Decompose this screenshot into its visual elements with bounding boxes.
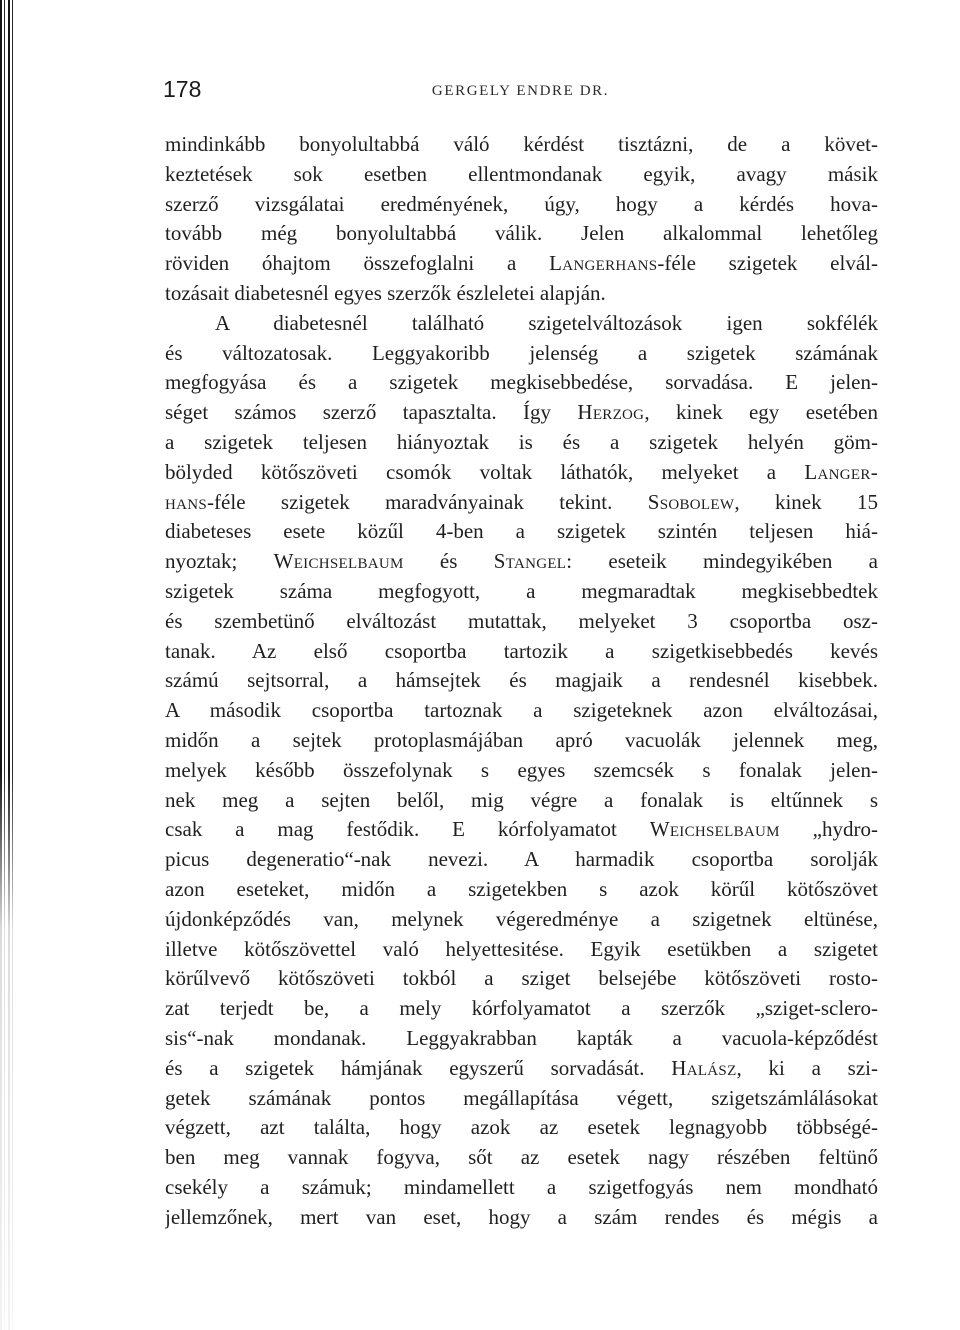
text-line [165, 756, 878, 786]
text-line [165, 547, 878, 577]
text-line [165, 845, 878, 875]
line-text: újdonképződés van, melynek végeredménye a szigetnek eltünése, [165, 906, 878, 931]
line-text: és a szigetek hámjának egyszerű sorvadását. [165, 1055, 672, 1080]
line-text: sis“-nak mondanak. Leggyakrabban kapták a vacuola-képződést [165, 1025, 878, 1050]
text-line [165, 875, 878, 905]
line-text: csak a mag festődik. E kórfolyamatot [165, 817, 650, 842]
paragraph [165, 130, 878, 309]
line-text: röviden óhajtom összefoglalni a [165, 251, 550, 276]
paragraph [165, 309, 878, 1233]
text-line [165, 339, 878, 369]
author-name: Langer- [804, 459, 878, 484]
line-text: zat terjedt be, a mely kórfolyamatot a szerzők „sziget-sclero- [165, 996, 878, 1021]
text-line [165, 964, 878, 994]
line-text: és szembetünő elváltozást mutattak, melyeket 3 csoportba osz- [165, 608, 878, 633]
line-text: azon eseteket, midőn a szigetekben s azok körűl kötőszövet [165, 876, 878, 901]
text-line [165, 1054, 878, 1084]
line-text: A diabetesnél található szigetelváltozások igen sokfélék [215, 310, 878, 335]
page-number: 178 [163, 76, 202, 102]
text-line [165, 1143, 878, 1173]
line-text: „hydro- [779, 817, 878, 842]
line-text: és [403, 549, 494, 574]
line-text: mindinkább bonyolultabbá váló kérdést tisztázni, de a követ- [165, 132, 878, 156]
line-text: tozásait diabetesnél egyes szerzők észleletei alapján. [165, 280, 606, 305]
line-text: midőn a sejtek protoplasmájában apró vacuolák jelennek meg, [165, 727, 878, 752]
text-line [165, 1173, 878, 1203]
line-text: számú sejtsorral, a hámsejtek és magjaik a rendesnél kisebbek. [165, 668, 878, 693]
line-text: , kinek 15 [734, 489, 878, 514]
line-text: diabeteses esete közűl 4-ben a szigetek szintén teljesen hiá- [165, 519, 878, 544]
text-line [165, 309, 878, 339]
line-text: , kinek egy esetében [644, 400, 878, 425]
author-name: Langerhans [549, 251, 658, 276]
line-text: ben meg vannak fogyva, sőt az esetek nagy részében feltünő [165, 1145, 878, 1170]
text-line [165, 1203, 878, 1233]
text-line [165, 428, 878, 458]
text-line [165, 488, 878, 518]
line-text: és változatosak. Leggyakoribb jelenség a szigetek számának [165, 340, 878, 365]
line-text: végzett, azt találta, hogy azok az esetek legnagyobb többségé- [165, 1115, 878, 1140]
line-text: , ki a szi- [736, 1055, 878, 1080]
text-line [165, 994, 878, 1024]
text-line [165, 1084, 878, 1114]
text-line [165, 279, 878, 309]
author-name: Ssobolew [647, 489, 735, 514]
text-line [165, 368, 878, 398]
text-line [165, 190, 878, 220]
text-line [165, 786, 878, 816]
text-line [165, 607, 878, 637]
text-line [165, 696, 878, 726]
line-text: A második csoportba tartoznak a szigeteknek azon elváltozásai, [165, 698, 878, 723]
scan-binding-edge [0, 0, 14, 1330]
text-line [165, 666, 878, 696]
text-line [165, 577, 878, 607]
line-text: : eseteik mindegyikében a [566, 549, 878, 574]
text-body [165, 130, 878, 1232]
line-text: -féle szigetek maradványainak tekint. [207, 489, 648, 514]
running-title: GERGELY ENDRE DR. [431, 83, 610, 99]
line-text: jellemzőnek, mert van eset, hogy a szám rendes és mégis a [165, 1204, 878, 1229]
line-text: megfogyása és a szigetek megkisebbedése, sorvadása. E jelen- [165, 370, 878, 395]
text-line [165, 1113, 878, 1143]
text-line [165, 1024, 878, 1054]
text-line [165, 249, 878, 279]
line-text: picus degeneratio“-nak nevezi. A harmadik csoportba sorolják [165, 847, 878, 872]
line-text: tanak. Az első csoportba tartozik a szigetkisebbedés kevés [165, 638, 878, 663]
line-text: nek meg a sejten belől, mig végre a fonalak is eltűnnek s [165, 787, 878, 812]
text-line [165, 458, 878, 488]
author-name: Weichselbaum [649, 817, 780, 842]
text-line [165, 726, 878, 756]
author-name: Weichselbaum [273, 549, 404, 574]
line-text: -féle szigetek elvál- [657, 251, 878, 276]
text-line [165, 905, 878, 935]
line-text: a szigetek teljesen hiányoztak is és a szigetek helyén göm- [165, 429, 878, 454]
line-text: szigetek száma megfogyott, a megmaradtak megkisebbedtek [165, 578, 878, 603]
line-text: séget számos szerző tapasztalta. Így [165, 400, 578, 425]
text-line [165, 935, 878, 965]
line-text: nyoztak; [165, 549, 274, 574]
text-line [165, 130, 878, 160]
text-line [165, 398, 878, 428]
line-text: illetve kötőszövettel való helyettesitése. Egyik esetükben a szigetet [165, 936, 878, 961]
text-line [165, 160, 878, 190]
text-line [165, 517, 878, 547]
author-name: Herzog [577, 400, 645, 425]
line-text: bölyded kötőszöveti csomók voltak láthatók, melyeket a [165, 459, 805, 484]
text-line [165, 637, 878, 667]
page-header [163, 72, 878, 106]
line-text: körűlvevő kötőszöveti tokból a sziget belsejébe kötőszöveti rosto- [165, 966, 878, 991]
text-line [165, 815, 878, 845]
line-text: getek számának pontos megállapítása végett, szigetszámlálásokat [165, 1085, 878, 1110]
author-name: hans [165, 489, 208, 514]
line-text: szerző vizsgálatai eredményének, úgy, hogy a kérdés hova- [165, 191, 878, 216]
text-line [165, 219, 878, 249]
line-text: melyek később összefolynak s egyes szemcsék s fonalak jelen- [165, 757, 878, 782]
line-text: keztetések sok esetben ellentmondanak egyik, avagy másik [165, 161, 878, 186]
author-name: Halász [671, 1055, 737, 1080]
line-text: csekély a számuk; mindamellett a szigetfogyás nem mondható [165, 1174, 878, 1199]
line-text: tovább még bonyolultabbá válik. Jelen alkalommal lehetőleg [165, 221, 878, 246]
author-name: Stangel [493, 549, 567, 574]
